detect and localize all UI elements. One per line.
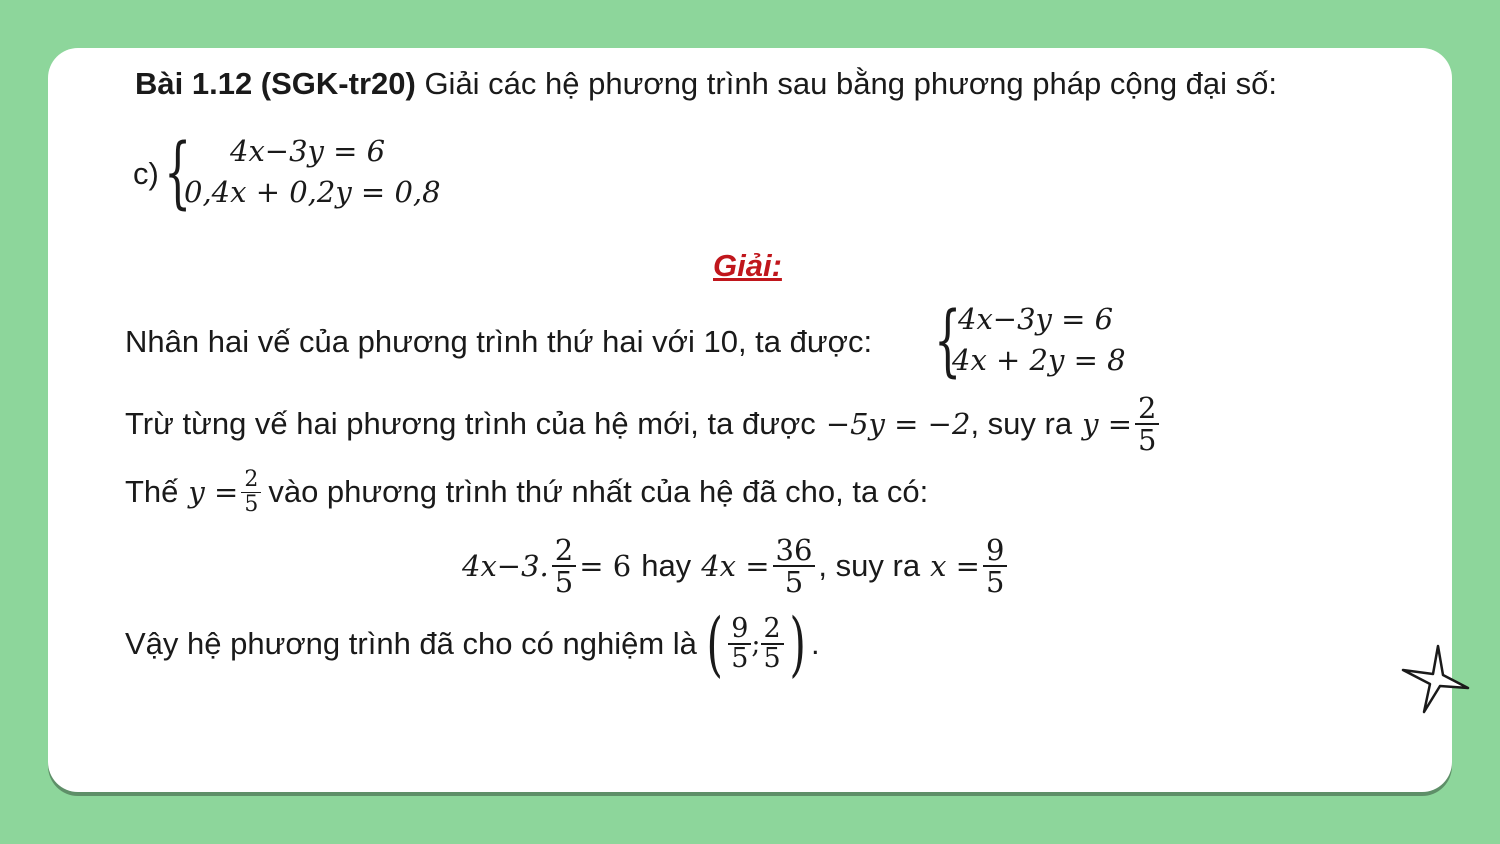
step3-prefix: Thế xyxy=(125,474,179,509)
step3-den: 5 xyxy=(244,491,259,517)
solution-x-fraction xyxy=(728,612,751,674)
step1-text: Nhân hai vế của phương trình thứ hai với 10, ta được: xyxy=(125,324,873,359)
step4-fraction-2 xyxy=(773,532,816,599)
step3-line xyxy=(125,462,928,522)
conclusion-text: Vậy hệ phương trình đã cho có nghiệm là xyxy=(125,626,697,661)
step4-f3-den: 5 xyxy=(985,565,1005,599)
step4-f1-den: 5 xyxy=(554,565,574,599)
step2-mid: , suy ra xyxy=(970,406,1073,441)
step2-den: 5 xyxy=(1138,423,1157,457)
system-equation-2: 0,4x + 0,2y = 0,8 xyxy=(184,175,441,209)
system-brace: { xyxy=(164,128,192,218)
solution-y-num: 2 xyxy=(761,615,784,645)
step2-lhs: y = xyxy=(1082,407,1132,441)
exercise-instruction: Giải các hệ phương trình sau bằng phương pháp cộng đại số: xyxy=(415,66,1278,101)
solution-x-num: 9 xyxy=(728,615,751,645)
part-label: c) xyxy=(133,156,159,191)
step3-lhs: y = xyxy=(188,475,239,509)
step4-f2-num: 36 xyxy=(773,535,816,567)
right-paren: ) xyxy=(789,603,806,685)
step2-num: 2 xyxy=(1135,393,1159,425)
step2-fraction xyxy=(1135,390,1159,457)
solution-x-den: 5 xyxy=(731,643,749,674)
step4-eq: = 6 xyxy=(579,549,632,583)
solution-y-fraction xyxy=(761,612,784,674)
system-equation-1: 4x−3y = 6 xyxy=(230,134,386,168)
step3-suffix: vào phương trình thứ nhất của hệ đã cho, ta có: xyxy=(268,474,929,509)
step4-lhs: 4x−3. xyxy=(462,549,549,583)
four-point-star-icon xyxy=(1398,642,1472,716)
step4-fraction-3 xyxy=(983,532,1007,599)
solution-y-den: 5 xyxy=(763,643,781,674)
step4-lhs2: 4x = xyxy=(701,549,770,583)
step2-line xyxy=(125,388,1162,460)
exercise-title xyxy=(135,66,1277,102)
step1-equation-1: 4x−3y = 6 xyxy=(958,302,1114,336)
exercise-number: Bài 1.12 (SGK-tr20) xyxy=(135,66,416,101)
step4-suy-ra: , suy ra xyxy=(818,548,921,583)
conclusion-end: . xyxy=(811,626,820,661)
step3-fraction xyxy=(241,468,261,515)
step4-hay: hay xyxy=(641,548,692,583)
conclusion-line xyxy=(125,605,820,683)
step2-text: Trừ từng vế hai phương trình của hệ mới, ta được xyxy=(125,406,816,441)
step1-brace: { xyxy=(934,296,962,386)
solution-heading: Giải: xyxy=(713,248,782,283)
step2-math: −5y = −2 xyxy=(825,407,971,441)
step4-lhs3: x = xyxy=(930,549,980,583)
step1-equation-2: 4x + 2y = 8 xyxy=(952,343,1126,377)
solution-separator: ; xyxy=(751,628,761,660)
step4-line xyxy=(462,528,1010,604)
step4-fraction-1 xyxy=(552,532,576,599)
step3-num: 2 xyxy=(241,468,261,492)
step4-f2-den: 5 xyxy=(784,565,804,599)
step4-f1-num: 2 xyxy=(552,535,576,567)
step4-f3-num: 9 xyxy=(983,535,1007,567)
left-paren: ( xyxy=(706,603,723,685)
